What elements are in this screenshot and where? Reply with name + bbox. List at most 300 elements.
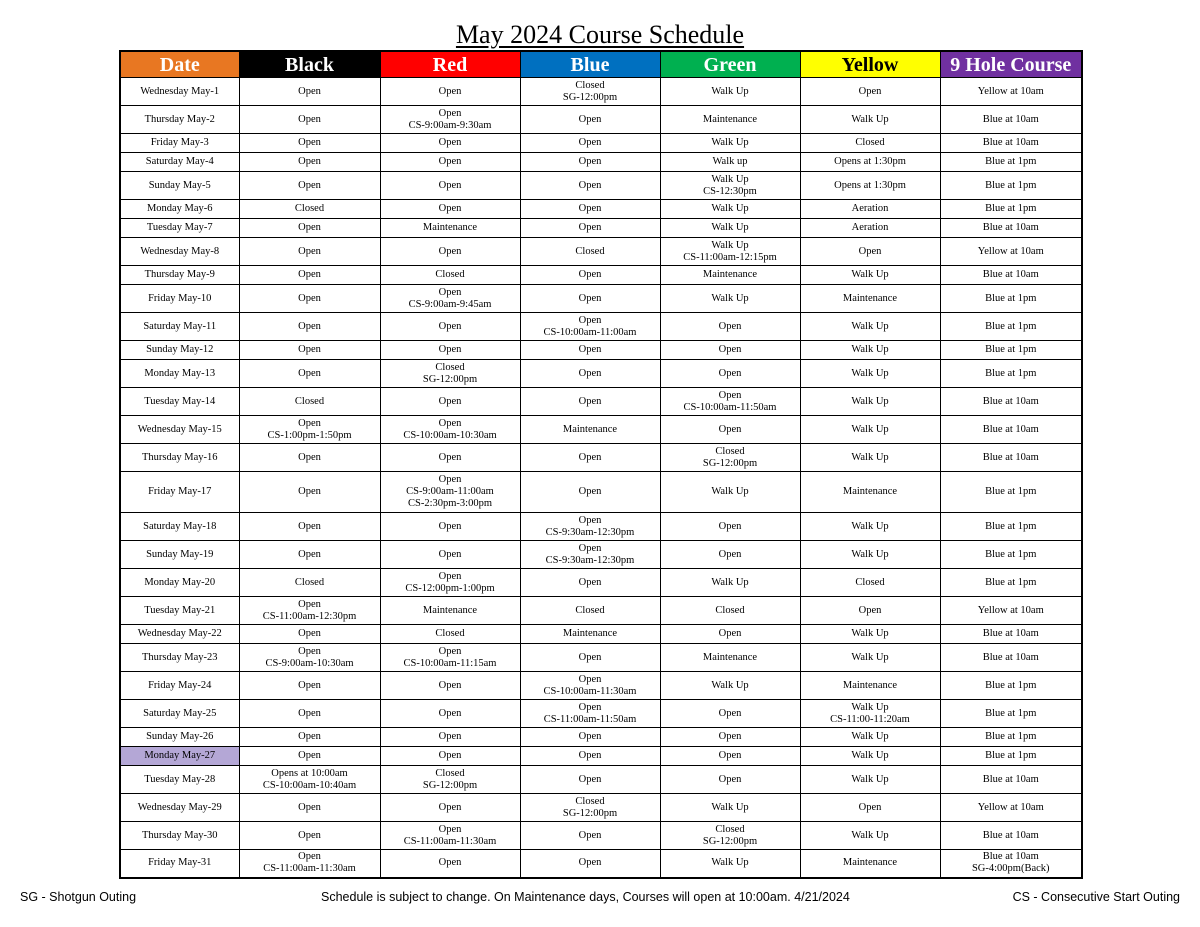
cell-line: Open: [858, 604, 882, 616]
cell-line: CS-10:00am-10:40am: [262, 779, 357, 791]
cell-line: CS-9:30am-12:30pm: [545, 554, 635, 566]
cell-line: Walk Up: [711, 173, 749, 185]
cell-line: Monday May-27: [144, 750, 216, 761]
cell-green: [660, 513, 800, 541]
cell-line: Open: [718, 367, 742, 379]
cell-yellow: [800, 360, 940, 388]
cell-line: Maintenance: [422, 222, 478, 233]
cell-line: Open: [578, 451, 602, 463]
cell-date: [120, 172, 239, 200]
header-blue: Blue: [520, 51, 660, 78]
table-row: [120, 472, 1082, 513]
cell-line: Open: [438, 451, 462, 463]
cell-line: Walk Up: [851, 701, 889, 713]
cell-yellow: [800, 285, 940, 313]
cell-blue: [520, 822, 660, 850]
cell-line: Open: [578, 701, 602, 713]
cell-line: Blue at 1pm: [985, 486, 1037, 497]
cell-line: CS-9:00am-11:00am: [406, 486, 494, 497]
cell-date: [120, 747, 239, 766]
cell-red: [380, 360, 520, 388]
page-title-text: May 2024 Course Schedule: [455, 20, 745, 49]
cell-line: Open: [438, 137, 462, 148]
cell-line: Open: [438, 156, 462, 167]
cell-nine-hole: [940, 700, 1082, 728]
cell-nine-hole: [940, 313, 1082, 341]
cell-blue: [520, 625, 660, 644]
schedule-body: [120, 78, 1082, 878]
cell-line: Open: [578, 222, 602, 233]
cell-green: [660, 472, 800, 513]
cell-green: [660, 766, 800, 794]
cell-nine-hole: [940, 850, 1082, 878]
cell-yellow: [800, 266, 940, 285]
table-row: [120, 313, 1082, 341]
cell-line: CS-12:00pm-1:00pm: [405, 582, 495, 594]
cell-red: [380, 850, 520, 878]
cell-nine-hole: [940, 569, 1082, 597]
cell-line: Blue at 1pm: [985, 548, 1037, 560]
cell-line: Closed: [855, 576, 885, 588]
cell-yellow: [800, 794, 940, 822]
cell-line: Blue at 1pm: [985, 679, 1037, 691]
cell-red: [380, 388, 520, 416]
cell-nine-hole: [940, 416, 1082, 444]
cell-line: SG-12:00pm: [562, 91, 618, 103]
cell-green: [660, 78, 800, 106]
cell-line: CS-10:00am-11:00am: [543, 326, 637, 338]
cell-line: Yellow at 10am: [977, 604, 1044, 616]
cell-line: Closed: [294, 203, 325, 214]
cell-line: Open: [298, 645, 321, 657]
cell-line: Open: [298, 222, 321, 233]
cell-line: Closed: [715, 445, 745, 457]
cell-line: Blue at 10am: [982, 395, 1039, 407]
cell-line: SG-12:00pm: [702, 457, 758, 469]
cell-line: Open: [298, 367, 321, 379]
cell-black: [239, 597, 380, 625]
cell-date: [120, 153, 239, 172]
footer-legend-sg: SG - Shotgun Outing: [20, 890, 137, 904]
cell-blue: [520, 134, 660, 153]
cell-line: Yellow at 10am: [977, 801, 1044, 813]
cell-line: Blue at 1pm: [985, 179, 1037, 191]
cell-line: Blue at 10am: [982, 851, 1039, 863]
cell-line: Open: [578, 731, 602, 742]
cell-line: Open: [438, 731, 462, 742]
cell-date: [120, 850, 239, 878]
cell-line: Closed: [575, 79, 605, 91]
cell-line: Open: [718, 731, 742, 742]
table-row: [120, 700, 1082, 728]
cell-red: [380, 672, 520, 700]
table-row: [120, 388, 1082, 416]
cell-green: [660, 625, 800, 644]
cell-line: Closed: [435, 361, 465, 373]
cell-line: CS-10:00am-11:30am: [543, 685, 637, 697]
cell-black: [239, 672, 380, 700]
cell-line: Blue at 10am: [982, 773, 1039, 785]
cell-yellow: [800, 78, 940, 106]
cell-line: Open: [578, 156, 602, 167]
cell-line: Open: [298, 731, 321, 742]
cell-blue: [520, 285, 660, 313]
cell-date: [120, 822, 239, 850]
table-row: [120, 341, 1082, 360]
cell-line: Blue at 1pm: [985, 292, 1037, 304]
cell-green: [660, 200, 800, 219]
cell-line: Thursday May-23: [141, 651, 218, 663]
cell-black: [239, 850, 380, 878]
cell-black: [239, 644, 380, 672]
cell-line: Open: [298, 344, 321, 355]
cell-green: [660, 700, 800, 728]
cell-line: Tuesday May-14: [144, 395, 216, 407]
cell-line: Closed: [855, 137, 885, 148]
cell-black: [239, 700, 380, 728]
cell-line: Opens at 10:00am: [271, 767, 348, 779]
cell-line: SG-12:00pm: [702, 835, 758, 847]
cell-line: Walk Up: [711, 679, 749, 691]
cell-line: Maintenance: [842, 857, 898, 869]
table-row: [120, 794, 1082, 822]
cell-line: CS-11:00-11:20am: [830, 713, 910, 725]
cell-line: Blue at 10am: [982, 269, 1039, 280]
header-nine-hole: 9 Hole Course: [940, 51, 1082, 78]
table-row: [120, 238, 1082, 266]
cell-line: Monday May-6: [146, 203, 213, 214]
cell-yellow: [800, 728, 940, 747]
cell-black: [239, 360, 380, 388]
cell-line: Open: [578, 773, 602, 785]
cell-line: Open: [438, 286, 462, 298]
cell-red: [380, 266, 520, 285]
cell-line: SG-12:00pm: [562, 807, 618, 819]
cell-line: Open: [578, 367, 602, 379]
cell-line: Open: [578, 395, 602, 407]
cell-line: Closed: [715, 823, 745, 835]
cell-line: Thursday May-16: [141, 451, 218, 463]
cell-date: [120, 700, 239, 728]
cell-line: Open: [438, 474, 462, 485]
cell-line: Open: [438, 548, 462, 560]
cell-green: [660, 219, 800, 238]
table-row: [120, 644, 1082, 672]
cell-nine-hole: [940, 106, 1082, 134]
cell-green: [660, 822, 800, 850]
cell-date: [120, 360, 239, 388]
cell-yellow: [800, 219, 940, 238]
cell-blue: [520, 106, 660, 134]
cell-line: Open: [718, 520, 742, 532]
cell-blue: [520, 388, 660, 416]
cell-line: Walk Up: [711, 85, 749, 97]
cell-line: Wednesday May-8: [140, 245, 220, 257]
cell-line: Saturday May-11: [143, 320, 217, 332]
cell-line: Maintenance: [562, 423, 618, 435]
cell-line: Walk Up: [851, 548, 889, 560]
cell-date: [120, 200, 239, 219]
cell-line: Maintenance: [702, 113, 758, 125]
cell-line: Open: [298, 548, 321, 560]
cell-date: [120, 644, 239, 672]
cell-date: [120, 597, 239, 625]
footer-note: Schedule is subject to change. On Maintenance days, Courses will open at 10:00am. 4/21/2024: [321, 890, 850, 904]
cell-blue: [520, 341, 660, 360]
cell-green: [660, 153, 800, 172]
cell-nine-hole: [940, 360, 1082, 388]
cell-yellow: [800, 472, 940, 513]
cell-date: [120, 766, 239, 794]
cell-line: Wednesday May-22: [137, 628, 222, 639]
cell-red: [380, 794, 520, 822]
cell-blue: [520, 360, 660, 388]
cell-blue: [520, 569, 660, 597]
cell-nine-hole: [940, 388, 1082, 416]
cell-red: [380, 728, 520, 747]
cell-line: Saturday May-18: [143, 520, 217, 532]
cell-nine-hole: [940, 78, 1082, 106]
cell-line: Walk Up: [711, 801, 749, 813]
cell-line: Open: [298, 292, 321, 304]
cell-date: [120, 341, 239, 360]
cell-green: [660, 644, 800, 672]
cell-line: Open: [438, 107, 462, 119]
cell-green: [660, 794, 800, 822]
cell-blue: [520, 766, 660, 794]
cell-line: Open: [298, 179, 321, 191]
cell-green: [660, 134, 800, 153]
cell-line: Open: [718, 548, 742, 560]
cell-line: SG-12:00pm: [422, 373, 478, 385]
cell-line: CS-9:00am-9:45am: [408, 298, 492, 310]
cell-blue: [520, 416, 660, 444]
cell-line: CS-2:30pm-3:00pm: [407, 498, 492, 509]
cell-blue: [520, 153, 660, 172]
cell-nine-hole: [940, 200, 1082, 219]
cell-yellow: [800, 153, 940, 172]
cell-nine-hole: [940, 747, 1082, 766]
cell-line: CS-1:00pm-1:50pm: [267, 429, 352, 441]
cell-line: CS-11:00am-11:30am: [263, 863, 356, 875]
cell-nine-hole: [940, 766, 1082, 794]
cell-line: Open: [718, 344, 742, 355]
cell-yellow: [800, 597, 940, 625]
cell-line: CS-11:00am-12:15pm: [683, 251, 777, 263]
cell-line: Open: [858, 801, 882, 813]
cell-black: [239, 313, 380, 341]
cell-line: Open: [298, 417, 321, 429]
cell-yellow: [800, 541, 940, 569]
cell-yellow: [800, 134, 940, 153]
cell-red: [380, 285, 520, 313]
cell-line: Open: [718, 389, 742, 401]
cell-line: Aeration: [851, 203, 889, 214]
cell-line: Closed: [294, 395, 325, 407]
cell-yellow: [800, 172, 940, 200]
cell-line: Monday May-13: [144, 367, 216, 379]
cell-line: Open: [718, 750, 742, 761]
cell-black: [239, 388, 380, 416]
cell-green: [660, 728, 800, 747]
cell-blue: [520, 541, 660, 569]
cell-line: Open: [298, 801, 321, 813]
cell-green: [660, 747, 800, 766]
cell-date: [120, 513, 239, 541]
cell-line: Open: [718, 423, 742, 435]
cell-date: [120, 313, 239, 341]
cell-line: Friday May-3: [150, 137, 209, 148]
cell-line: Open: [298, 707, 321, 719]
cell-yellow: [800, 569, 940, 597]
cell-nine-hole: [940, 266, 1082, 285]
cell-green: [660, 266, 800, 285]
cell-line: Maintenance: [842, 292, 898, 304]
cell-nine-hole: [940, 172, 1082, 200]
cell-line: CS-11:00am-12:30pm: [262, 610, 357, 622]
cell-date: [120, 134, 239, 153]
header-black: Black: [239, 51, 380, 78]
cell-line: Blue at 10am: [982, 113, 1039, 125]
cell-line: Walk up: [712, 156, 748, 167]
cell-line: Thursday May-30: [141, 829, 218, 841]
cell-blue: [520, 266, 660, 285]
cell-line: Thursday May-2: [144, 113, 215, 125]
cell-line: Closed: [435, 628, 465, 639]
cell-green: [660, 569, 800, 597]
cell-line: Yellow at 10am: [977, 85, 1044, 97]
cell-line: Open: [858, 85, 882, 97]
cell-line: Walk Up: [851, 628, 889, 639]
cell-line: Open: [438, 750, 462, 761]
cell-green: [660, 416, 800, 444]
cell-line: Blue at 1pm: [985, 707, 1037, 719]
cell-line: Walk Up: [851, 344, 889, 355]
cell-date: [120, 238, 239, 266]
cell-line: Friday May-17: [148, 486, 212, 497]
cell-blue: [520, 219, 660, 238]
cell-line: Open: [718, 628, 742, 639]
cell-yellow: [800, 644, 940, 672]
cell-green: [660, 388, 800, 416]
table-row: [120, 200, 1082, 219]
cell-line: Open: [438, 679, 462, 691]
cell-red: [380, 106, 520, 134]
cell-red: [380, 644, 520, 672]
cell-line: Blue at 1pm: [985, 156, 1037, 167]
table-row: [120, 766, 1082, 794]
cell-black: [239, 513, 380, 541]
cell-line: Sunday May-5: [148, 179, 211, 191]
cell-line: Closed: [435, 767, 465, 779]
cell-black: [239, 625, 380, 644]
cell-line: Blue at 10am: [982, 222, 1039, 233]
cell-date: [120, 672, 239, 700]
cell-date: [120, 219, 239, 238]
cell-yellow: [800, 106, 940, 134]
cell-green: [660, 850, 800, 878]
cell-line: Walk Up: [711, 292, 749, 304]
cell-nine-hole: [940, 644, 1082, 672]
cell-line: Open: [438, 707, 462, 719]
cell-line: Blue at 1pm: [985, 367, 1037, 379]
cell-line: Open: [298, 85, 321, 97]
cell-date: [120, 106, 239, 134]
cell-line: Blue at 1pm: [985, 203, 1037, 214]
cell-line: Wednesday May-15: [137, 423, 222, 435]
cell-nine-hole: [940, 238, 1082, 266]
cell-nine-hole: [940, 134, 1082, 153]
cell-line: Saturday May-4: [145, 156, 214, 167]
cell-date: [120, 388, 239, 416]
cell-date: [120, 266, 239, 285]
cell-red: [380, 200, 520, 219]
cell-line: Closed: [575, 245, 605, 257]
cell-line: Open: [578, 829, 602, 841]
cell-red: [380, 219, 520, 238]
cell-line: Open: [298, 520, 321, 532]
cell-line: Walk Up: [851, 773, 889, 785]
cell-black: [239, 569, 380, 597]
schedule-header: [120, 51, 1082, 78]
cell-line: Open: [438, 857, 462, 869]
cell-black: [239, 728, 380, 747]
cell-line: Walk Up: [711, 222, 749, 233]
table-row: [120, 360, 1082, 388]
cell-green: [660, 444, 800, 472]
cell-line: Walk Up: [851, 829, 889, 841]
table-row: [120, 625, 1082, 644]
table-row: [120, 134, 1082, 153]
cell-line: Open: [298, 156, 321, 167]
header-red: Red: [380, 51, 520, 78]
cell-line: Open: [438, 823, 462, 835]
cell-yellow: [800, 238, 940, 266]
cell-yellow: [800, 850, 940, 878]
cell-line: Open: [578, 137, 602, 148]
cell-line: Open: [438, 203, 462, 214]
cell-line: Open: [298, 245, 321, 257]
cell-green: [660, 672, 800, 700]
cell-line: Open: [438, 179, 462, 191]
cell-line: Open: [438, 320, 462, 332]
cell-red: [380, 541, 520, 569]
cell-line: Walk Up: [711, 486, 749, 497]
cell-line: Walk Up: [851, 520, 889, 532]
cell-blue: [520, 700, 660, 728]
cell-red: [380, 766, 520, 794]
table-row: [120, 172, 1082, 200]
cell-yellow: [800, 766, 940, 794]
cell-line: Open: [298, 628, 321, 639]
cell-black: [239, 341, 380, 360]
cell-line: Maintenance: [562, 628, 618, 639]
cell-line: Monday May-20: [144, 576, 216, 588]
cell-green: [660, 285, 800, 313]
table-row: [120, 106, 1082, 134]
cell-green: [660, 341, 800, 360]
cell-line: Open: [438, 570, 462, 582]
cell-line: Open: [578, 750, 602, 761]
cell-date: [120, 569, 239, 597]
cell-nine-hole: [940, 672, 1082, 700]
cell-line: Closed: [575, 795, 605, 807]
cell-red: [380, 625, 520, 644]
cell-line: Open: [578, 514, 602, 526]
cell-date: [120, 416, 239, 444]
cell-line: Blue at 10am: [982, 628, 1039, 639]
table-row: [120, 597, 1082, 625]
